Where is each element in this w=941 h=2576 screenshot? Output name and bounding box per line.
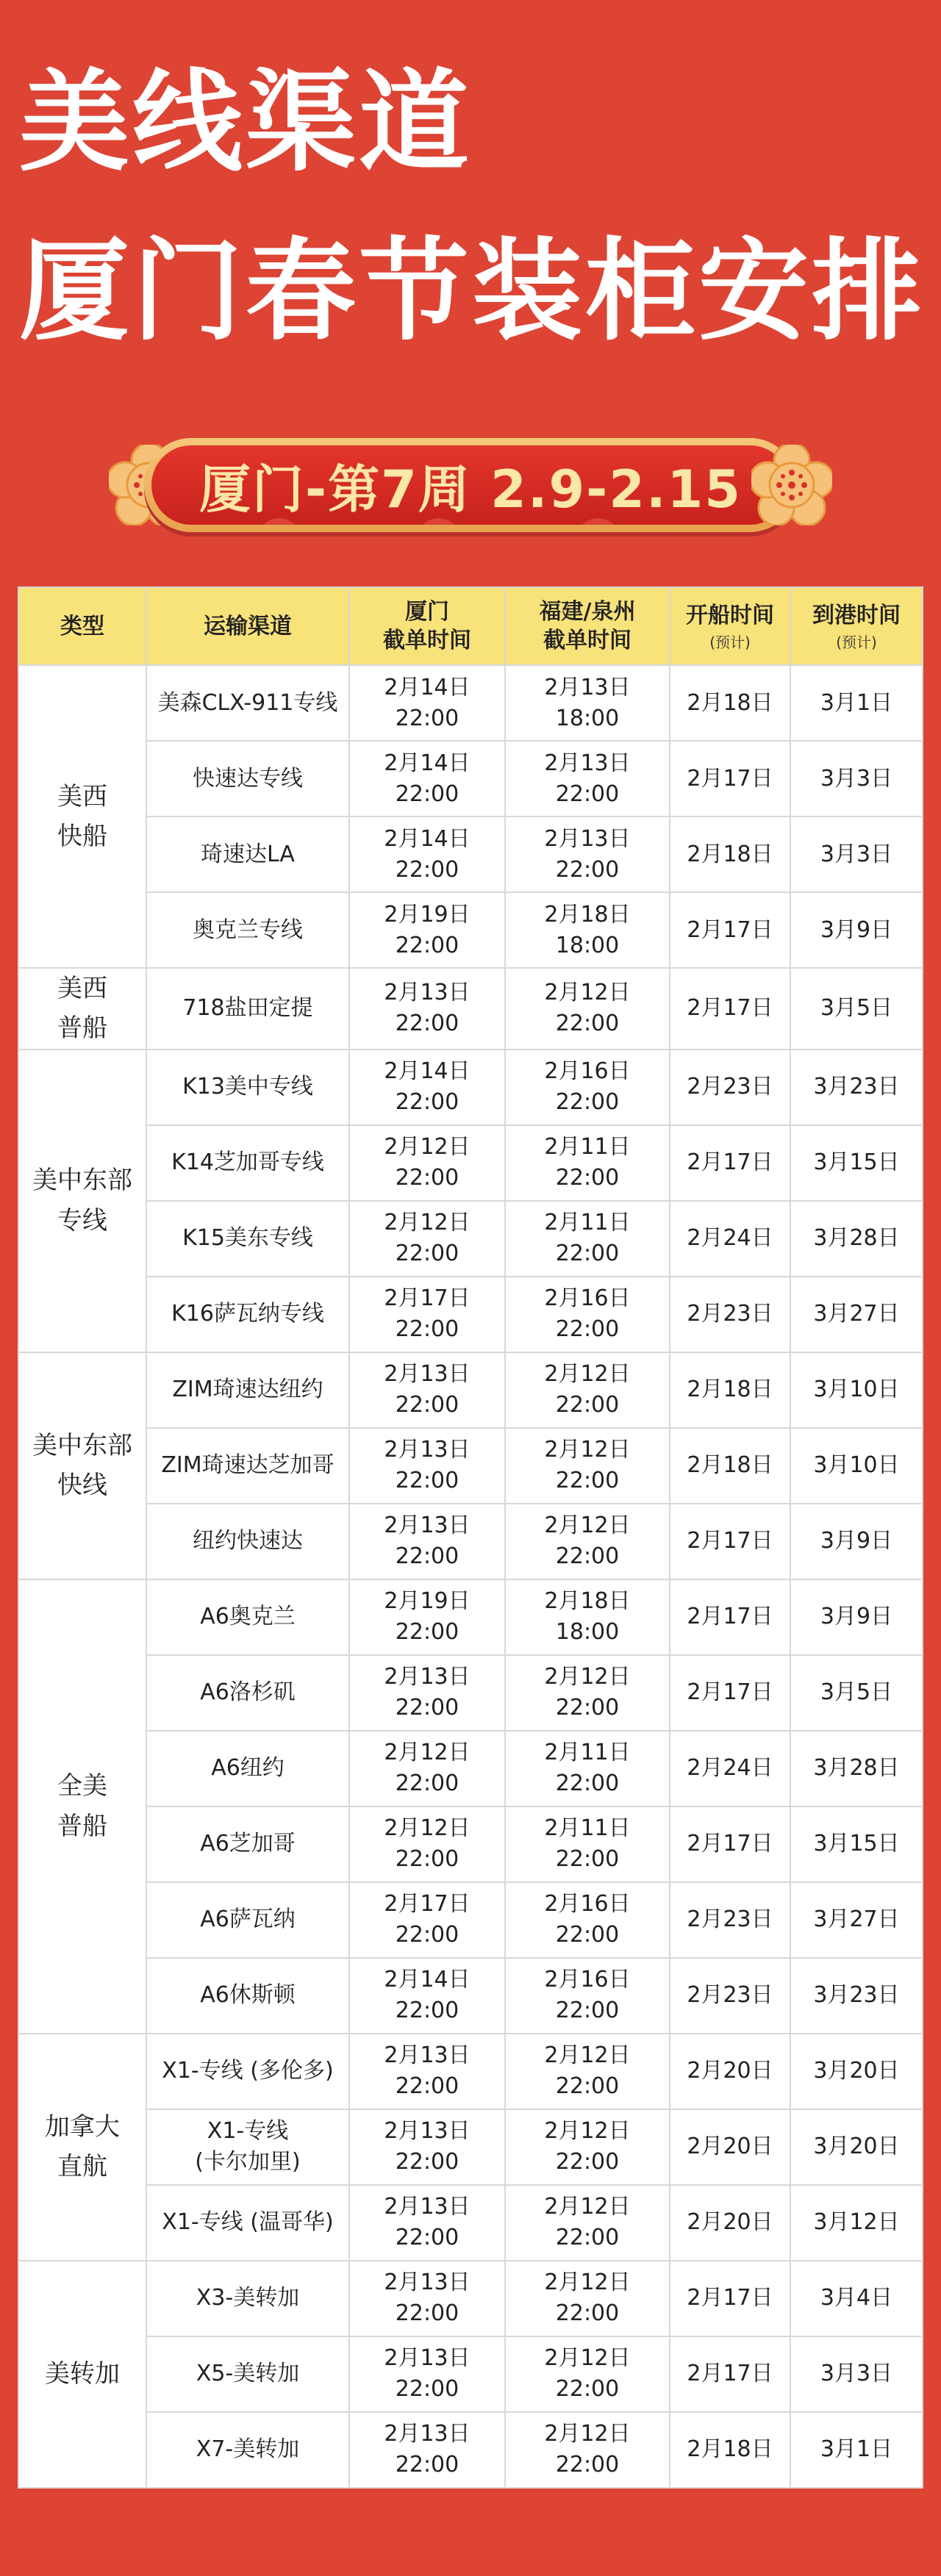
sail-date-cell: 2月17日: [670, 1579, 790, 1655]
xiamen-cutoff-cell: 2月14日 22:00: [349, 1050, 505, 1125]
fujian-cutoff-cell: 2月16日 22:00: [505, 1958, 670, 2034]
header-fujian-cutoff: 福建/泉州 截单时间: [505, 587, 670, 665]
category-cell: 美中东部 专线: [18, 1050, 146, 1352]
channel-cell: X1-专线 (多伦多): [146, 2034, 349, 2109]
xiamen-cutoff-cell: 2月12日 22:00: [349, 1201, 505, 1277]
sail-date-cell: 2月17日: [670, 741, 790, 817]
sail-date-cell: 2月17日: [670, 1655, 790, 1731]
category-cell: 美西 快船: [18, 665, 146, 968]
category-cell: 全美 普船: [18, 1579, 146, 2034]
table-row: [18, 1050, 923, 1125]
category-cell: 美转加: [18, 2261, 146, 2488]
xiamen-cutoff-cell: 2月13日 22:00: [349, 2261, 505, 2336]
arrive-date-cell: 3月3日: [790, 817, 923, 892]
sail-date-cell: 2月18日: [670, 817, 790, 892]
arrive-date-cell: 3月27日: [790, 1277, 923, 1352]
xiamen-cutoff-cell: 2月17日 22:00: [349, 1277, 505, 1352]
channel-cell: K14芝加哥专线: [146, 1125, 349, 1201]
arrive-date-cell: 3月12日: [790, 2185, 923, 2261]
xiamen-cutoff-cell: 2月13日 22:00: [349, 1655, 505, 1731]
table-row: [18, 968, 923, 1050]
channel-cell: X1-专线 (温哥华): [146, 2185, 349, 2261]
xiamen-cutoff-cell: 2月12日 22:00: [349, 1807, 505, 1882]
channel-cell: A6奥克兰: [146, 1579, 349, 1655]
xiamen-cutoff-cell: 2月13日 22:00: [349, 2185, 505, 2261]
table-row: [18, 1655, 923, 1731]
xiamen-cutoff-cell: 2月13日 22:00: [349, 2109, 505, 2185]
fujian-cutoff-cell: 2月12日 22:00: [505, 1352, 670, 1428]
arrive-date-cell: 3月5日: [790, 968, 923, 1050]
channel-cell: X3-美转加: [146, 2261, 349, 2336]
xiamen-cutoff-cell: 2月12日 22:00: [349, 1125, 505, 1201]
arrive-date-cell: 3月1日: [790, 665, 923, 741]
table-row: [18, 1807, 923, 1882]
arrive-date-cell: 3月15日: [790, 1807, 923, 1882]
fujian-cutoff-cell: 2月18日 18:00: [505, 892, 670, 968]
sail-date-cell: 2月24日: [670, 1201, 790, 1277]
table-row: [18, 1579, 923, 1655]
header-xiamen-cutoff: 厦门 截单时间: [349, 587, 505, 665]
channel-cell: A6洛杉矶: [146, 1655, 349, 1731]
xiamen-cutoff-cell: 2月13日 22:00: [349, 1352, 505, 1428]
table-row: [18, 1125, 923, 1201]
table-row: [18, 1958, 923, 2034]
fujian-cutoff-cell: 2月11日 22:00: [505, 1201, 670, 1277]
sail-date-cell: 2月24日: [670, 1731, 790, 1807]
header-sail-note: (预计): [709, 633, 751, 651]
table-row: [18, 2185, 923, 2261]
sail-date-cell: 2月23日: [670, 1882, 790, 1958]
fujian-cutoff-cell: 2月12日 22:00: [505, 2261, 670, 2336]
arrive-date-cell: 3月23日: [790, 1050, 923, 1125]
fujian-cutoff-cell: 2月11日 22:00: [505, 1125, 670, 1201]
fujian-cutoff-cell: 2月12日 22:00: [505, 1655, 670, 1731]
arrive-date-cell: 3月10日: [790, 1428, 923, 1504]
table-row: [18, 817, 923, 892]
xiamen-cutoff-cell: 2月13日 22:00: [349, 968, 505, 1050]
channel-cell: A6芝加哥: [146, 1807, 349, 1882]
xiamen-cutoff-cell: 2月14日 22:00: [349, 665, 505, 741]
arrive-date-cell: 3月9日: [790, 892, 923, 968]
table-row: [18, 892, 923, 968]
header-sail: [670, 587, 790, 665]
arrive-date-cell: 3月10日: [790, 1352, 923, 1428]
fujian-cutoff-cell: 2月16日 22:00: [505, 1050, 670, 1125]
header-arrive-label: 到港时间: [812, 602, 901, 628]
fujian-cutoff-cell: 2月12日 22:00: [505, 2109, 670, 2185]
table-row: [18, 2034, 923, 2109]
table-row: [18, 1428, 923, 1504]
sail-date-cell: 2月17日: [670, 2261, 790, 2336]
table-row: [18, 1277, 923, 1352]
fujian-cutoff-cell: 2月11日 22:00: [505, 1807, 670, 1882]
schedule-table: [18, 586, 923, 2489]
table-row: [18, 2261, 923, 2336]
table-row: [18, 1882, 923, 1958]
xiamen-cutoff-cell: 2月14日 22:00: [349, 741, 505, 817]
fujian-cutoff-cell: 2月12日 22:00: [505, 2185, 670, 2261]
fujian-cutoff-cell: 2月18日 18:00: [505, 1579, 670, 1655]
category-cell: 美中东部 快线: [18, 1352, 146, 1579]
fujian-cutoff-cell: 2月16日 22:00: [505, 1882, 670, 1958]
xiamen-cutoff-cell: 2月14日 22:00: [349, 817, 505, 892]
category-cell: 加拿大 直航: [18, 2034, 146, 2261]
xiamen-cutoff-cell: 2月19日 22:00: [349, 892, 505, 968]
table-row: [18, 1352, 923, 1428]
header-sail-label: 开船时间: [686, 602, 774, 628]
sail-date-cell: 2月18日: [670, 1428, 790, 1504]
fujian-cutoff-cell: 2月12日 22:00: [505, 2034, 670, 2109]
arrive-date-cell: 3月4日: [790, 2261, 923, 2336]
arrive-date-cell: 3月3日: [790, 2336, 923, 2412]
arrive-date-cell: 3月28日: [790, 1731, 923, 1807]
arrive-date-cell: 3月15日: [790, 1125, 923, 1201]
cloud-flower-icon: [751, 445, 832, 525]
sail-date-cell: 2月23日: [670, 1277, 790, 1352]
arrive-date-cell: 3月23日: [790, 1958, 923, 2034]
sail-date-cell: 2月17日: [670, 892, 790, 968]
channel-cell: K13美中专线: [146, 1050, 349, 1125]
xiamen-cutoff-cell: 2月12日 22:00: [349, 1731, 505, 1807]
arrive-date-cell: 3月3日: [790, 741, 923, 817]
channel-cell: 快速达专线: [146, 741, 349, 817]
schedule-table-container: [18, 586, 922, 2489]
fujian-cutoff-cell: 2月13日 22:00: [505, 741, 670, 817]
arrive-date-cell: 3月20日: [790, 2109, 923, 2185]
sail-date-cell: 2月17日: [670, 2336, 790, 2412]
channel-cell: 纽约快速达: [146, 1504, 349, 1579]
channel-cell: X5-美转加: [146, 2336, 349, 2412]
xiamen-cutoff-cell: 2月13日 22:00: [349, 2336, 505, 2412]
channel-cell: 琦速达LA: [146, 817, 349, 892]
arrive-date-cell: 3月27日: [790, 1882, 923, 1958]
xiamen-cutoff-cell: 2月13日 22:00: [349, 1504, 505, 1579]
fujian-cutoff-cell: 2月16日 22:00: [505, 1277, 670, 1352]
sail-date-cell: 2月18日: [670, 1352, 790, 1428]
channel-cell: A6纽约: [146, 1731, 349, 1807]
channel-cell: X1-专线 (卡尔加里): [146, 2109, 349, 2185]
arrive-date-cell: 3月20日: [790, 2034, 923, 2109]
sail-date-cell: 2月17日: [670, 1125, 790, 1201]
fujian-cutoff-cell: 2月13日 18:00: [505, 665, 670, 741]
arrive-date-cell: 3月28日: [790, 1201, 923, 1277]
sail-date-cell: 2月23日: [670, 1958, 790, 2034]
channel-cell: X7-美转加: [146, 2412, 349, 2488]
channel-cell: 奥克兰专线: [146, 892, 349, 968]
fujian-cutoff-cell: 2月12日 22:00: [505, 2336, 670, 2412]
table-row: [18, 2412, 923, 2488]
channel-cell: K16萨瓦纳专线: [146, 1277, 349, 1352]
xiamen-cutoff-cell: 2月13日 22:00: [349, 2034, 505, 2109]
xiamen-cutoff-cell: 2月13日 22:00: [349, 1428, 505, 1504]
channel-cell: 718盐田定提: [146, 968, 349, 1050]
fujian-cutoff-cell: 2月12日 22:00: [505, 2412, 670, 2488]
table-row: [18, 665, 923, 741]
arrive-date-cell: 3月5日: [790, 1655, 923, 1731]
table-row: [18, 2109, 923, 2185]
sail-date-cell: 2月23日: [670, 1050, 790, 1125]
sail-date-cell: 2月18日: [670, 665, 790, 741]
table-row: [18, 1504, 923, 1579]
header-type: 类型: [18, 587, 146, 665]
fujian-cutoff-cell: 2月12日 22:00: [505, 1504, 670, 1579]
sail-date-cell: 2月18日: [670, 2412, 790, 2488]
xiamen-cutoff-cell: 2月14日 22:00: [349, 1958, 505, 2034]
xiamen-cutoff-cell: 2月19日 22:00: [349, 1579, 505, 1655]
arrive-date-cell: 3月1日: [790, 2412, 923, 2488]
week-banner: [109, 434, 832, 544]
table-row: [18, 2336, 923, 2412]
fujian-cutoff-cell: 2月12日 22:00: [505, 968, 670, 1050]
arrive-date-cell: 3月9日: [790, 1579, 923, 1655]
channel-cell: ZIM琦速达纽约: [146, 1352, 349, 1428]
header-channel: 运输渠道: [146, 587, 349, 665]
channel-cell: A6萨瓦纳: [146, 1882, 349, 1958]
header-arrive: [790, 587, 923, 665]
fujian-cutoff-cell: 2月12日 22:00: [505, 1428, 670, 1504]
channel-cell: K15美东专线: [146, 1201, 349, 1277]
sail-date-cell: 2月20日: [670, 2185, 790, 2261]
channel-cell: A6休斯顿: [146, 1958, 349, 2034]
sail-date-cell: 2月17日: [670, 968, 790, 1050]
table-row: [18, 1731, 923, 1807]
fujian-cutoff-cell: 2月13日 22:00: [505, 817, 670, 892]
table-row: [18, 1201, 923, 1277]
fujian-cutoff-cell: 2月11日 22:00: [505, 1731, 670, 1807]
channel-cell: 美森CLX-911专线: [146, 665, 349, 741]
sail-date-cell: 2月17日: [670, 1504, 790, 1579]
title-line-1: 美线渠道: [19, 59, 473, 187]
table-row: [18, 741, 923, 817]
channel-cell: ZIM琦速达芝加哥: [146, 1428, 349, 1504]
sail-date-cell: 2月20日: [670, 2034, 790, 2109]
sail-date-cell: 2月17日: [670, 1807, 790, 1882]
sail-date-cell: 2月20日: [670, 2109, 790, 2185]
xiamen-cutoff-cell: 2月17日 22:00: [349, 1882, 505, 1958]
table-header-row: [18, 587, 923, 665]
banner-pill: [144, 438, 797, 532]
banner-text: 厦门-第7周 2.9-2.15: [199, 459, 742, 520]
title-line-2: 厦门春节装柜安排: [19, 228, 926, 356]
header-arrive-note: (预计): [836, 633, 877, 651]
xiamen-cutoff-cell: 2月13日 22:00: [349, 2412, 505, 2488]
category-cell: 美西 普船: [18, 968, 146, 1050]
arrive-date-cell: 3月9日: [790, 1504, 923, 1579]
